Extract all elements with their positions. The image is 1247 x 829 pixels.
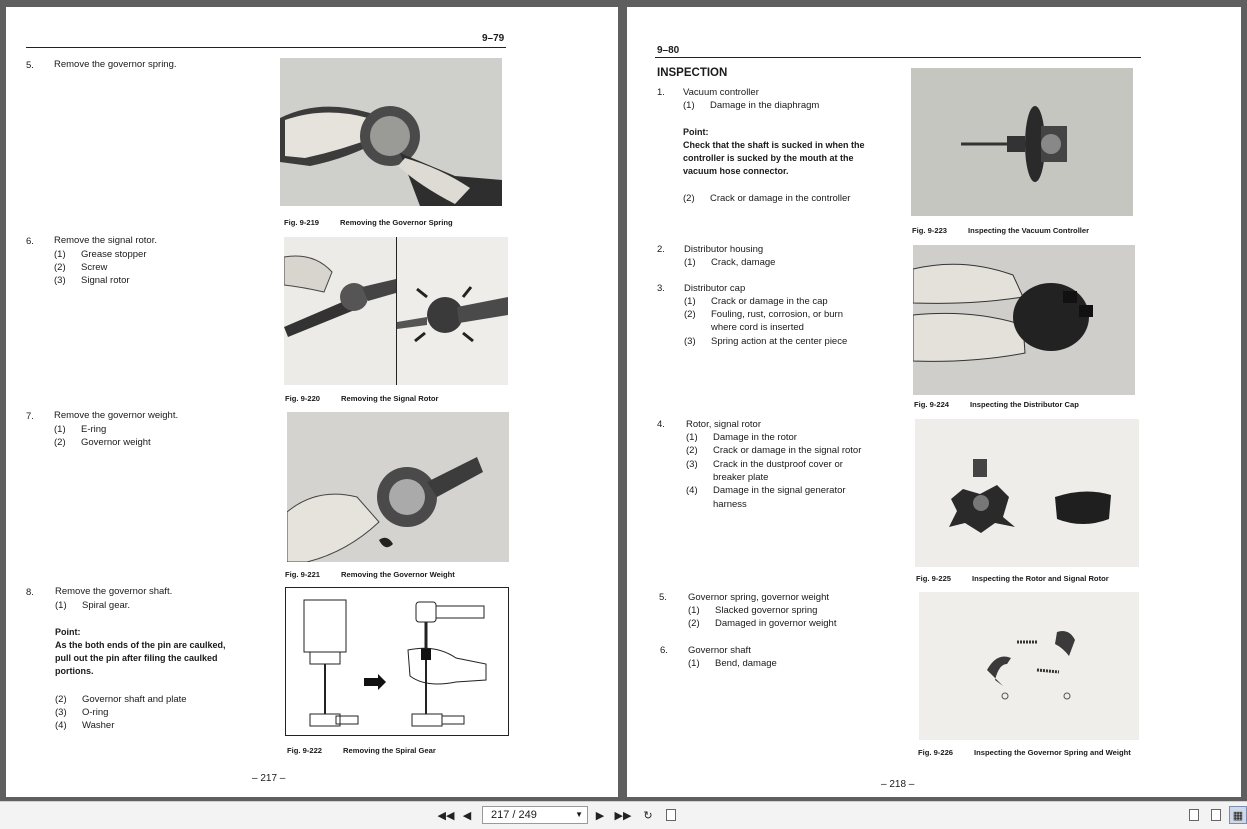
step-item: (2) Crack or damage in the signal rotor bbox=[686, 445, 862, 456]
step-item: (1) Bend, damage bbox=[688, 658, 777, 669]
step-item: (2) Damaged in governor weight bbox=[688, 618, 837, 629]
rotate-icon[interactable]: ↻ bbox=[643, 809, 653, 822]
step-number: 3. bbox=[657, 283, 665, 294]
point-text-line: pull out the pin after filing the caulked bbox=[55, 653, 218, 663]
page-footer-number: – 217 – bbox=[252, 773, 286, 784]
step-number: 5. bbox=[659, 592, 667, 603]
step-item: (2) Crack or damage in the controller bbox=[683, 193, 851, 204]
step-number: 5. bbox=[26, 60, 34, 71]
step-item: (1) Spiral gear. bbox=[55, 600, 131, 611]
step-item: (3) O-ring bbox=[55, 707, 109, 718]
step-title: Remove the governor shaft. bbox=[55, 586, 173, 597]
step-title: Distributor housing bbox=[684, 244, 764, 255]
figure-caption: Fig. 9-223 Inspecting the Vacuum Controller bbox=[912, 226, 1090, 235]
page-indicator: 217 / 249 bbox=[491, 809, 537, 821]
figure-photo-governor-spring bbox=[280, 58, 502, 206]
step-title: Governor shaft bbox=[688, 645, 751, 656]
step-title: Distributor cap bbox=[684, 283, 746, 294]
prev-page-icon[interactable]: ◀ bbox=[462, 809, 472, 822]
step-item: (1) Crack or damage in the cap bbox=[684, 296, 828, 307]
figure-photo-signal-rotor-b bbox=[397, 237, 508, 385]
step-item: (1) E-ring bbox=[54, 424, 107, 435]
step-item: where cord is inserted bbox=[711, 322, 804, 333]
step-item: breaker plate bbox=[713, 472, 769, 483]
step-number: 6. bbox=[660, 645, 668, 656]
point-text-line: controller is sucked by the mouth at the bbox=[683, 153, 854, 163]
continuous-view-icon[interactable] bbox=[1207, 806, 1225, 824]
viewer-toolbar bbox=[0, 801, 1247, 829]
step-item: (3) Spring action at the center piece bbox=[684, 336, 848, 347]
step-item: (4) Washer bbox=[55, 720, 115, 731]
step-title: Remove the governor spring. bbox=[54, 59, 177, 70]
figure-caption: Fig. 9-226 Inspecting the Governor Spring and Weight bbox=[918, 748, 1131, 757]
step-item: (1) Grease stopper bbox=[54, 249, 147, 260]
header-rule bbox=[26, 47, 506, 48]
first-page-icon[interactable]: ◀◀ bbox=[437, 809, 455, 822]
step-item: (1) Crack, damage bbox=[684, 257, 776, 268]
step-item: (1) Damage in the diaphragm bbox=[683, 100, 820, 111]
page-footer-number: – 218 – bbox=[881, 779, 915, 790]
single-page-view-icon[interactable] bbox=[1185, 806, 1203, 824]
step-number: 6. bbox=[26, 236, 34, 247]
step-item: (3) Crack in the dustproof cover or bbox=[686, 459, 843, 470]
figure-caption: Fig. 9-224 Inspecting the Distributor Cap bbox=[914, 400, 1079, 409]
last-page-icon[interactable]: ▶▶ bbox=[614, 809, 632, 822]
figure-drawing-spiral-gear bbox=[285, 587, 509, 736]
section-title: INSPECTION bbox=[657, 67, 728, 79]
point-text-line: portions. bbox=[55, 666, 94, 676]
figure-caption: Fig. 9-222 Removing the Spiral Gear bbox=[287, 746, 436, 755]
step-item: (1) Damage in the rotor bbox=[686, 432, 797, 443]
step-title: Vacuum controller bbox=[683, 87, 759, 98]
point-text-line: As the both ends of the pin are caulked, bbox=[55, 640, 226, 650]
step-item: (2) Governor weight bbox=[54, 437, 151, 448]
page-number-select[interactable] bbox=[482, 806, 588, 824]
step-number: 2. bbox=[657, 244, 665, 255]
figure-photo-vacuum-controller bbox=[911, 68, 1133, 216]
step-item: (4) Damage in the signal generator bbox=[686, 485, 846, 496]
step-item: (2) Governor shaft and plate bbox=[55, 694, 187, 705]
point-label: Point: bbox=[683, 127, 709, 137]
step-item: (2) Screw bbox=[54, 262, 108, 273]
left-page bbox=[6, 7, 618, 797]
two-page-view-icon[interactable]: ▦ bbox=[1229, 806, 1247, 824]
chevron-down-icon: ▼ bbox=[575, 810, 583, 819]
next-page-icon[interactable]: ▶ bbox=[595, 809, 605, 822]
step-title: Rotor, signal rotor bbox=[686, 419, 761, 430]
step-item: (1) Slacked governor spring bbox=[688, 605, 818, 616]
header-rule bbox=[655, 57, 1141, 58]
figure-photo-distributor-cap bbox=[913, 245, 1135, 395]
figure-photo-signal-rotor-a bbox=[284, 237, 396, 385]
step-title: Remove the signal rotor. bbox=[54, 235, 157, 246]
figure-photo-rotor-signal-rotor bbox=[915, 419, 1139, 567]
figure-photo-governor-spring-weight bbox=[919, 592, 1139, 740]
figure-caption: Fig. 9-225 Inspecting the Rotor and Signal Rotor bbox=[916, 574, 1109, 583]
step-title: Remove the governor weight. bbox=[54, 410, 179, 421]
figure-caption: Fig. 9-220 Removing the Signal Rotor bbox=[285, 394, 439, 403]
step-item: harness bbox=[713, 499, 747, 510]
figure-photo-governor-weight bbox=[287, 412, 509, 562]
step-title: Governor spring, governor weight bbox=[688, 592, 829, 603]
step-number: 7. bbox=[26, 411, 34, 422]
point-text-line: vacuum hose connector. bbox=[683, 166, 789, 176]
figure-caption: Fig. 9-221 Removing the Governor Weight bbox=[285, 570, 455, 579]
step-item: (2) Fouling, rust, corrosion, or burn bbox=[684, 309, 844, 320]
step-number: 4. bbox=[657, 419, 665, 430]
step-item: (3) Signal rotor bbox=[54, 275, 130, 286]
step-number: 1. bbox=[657, 87, 665, 98]
point-label: Point: bbox=[55, 627, 81, 637]
figure-caption: Fig. 9-219 Removing the Governor Spring bbox=[284, 218, 453, 227]
pages-icon[interactable] bbox=[662, 806, 680, 824]
right-page bbox=[627, 7, 1241, 797]
page-header-number: 9–80 bbox=[657, 45, 680, 56]
point-text-line: Check that the shaft is sucked in when the bbox=[683, 140, 865, 150]
page-header-number: 9–79 bbox=[482, 33, 505, 44]
step-number: 8. bbox=[26, 587, 34, 598]
